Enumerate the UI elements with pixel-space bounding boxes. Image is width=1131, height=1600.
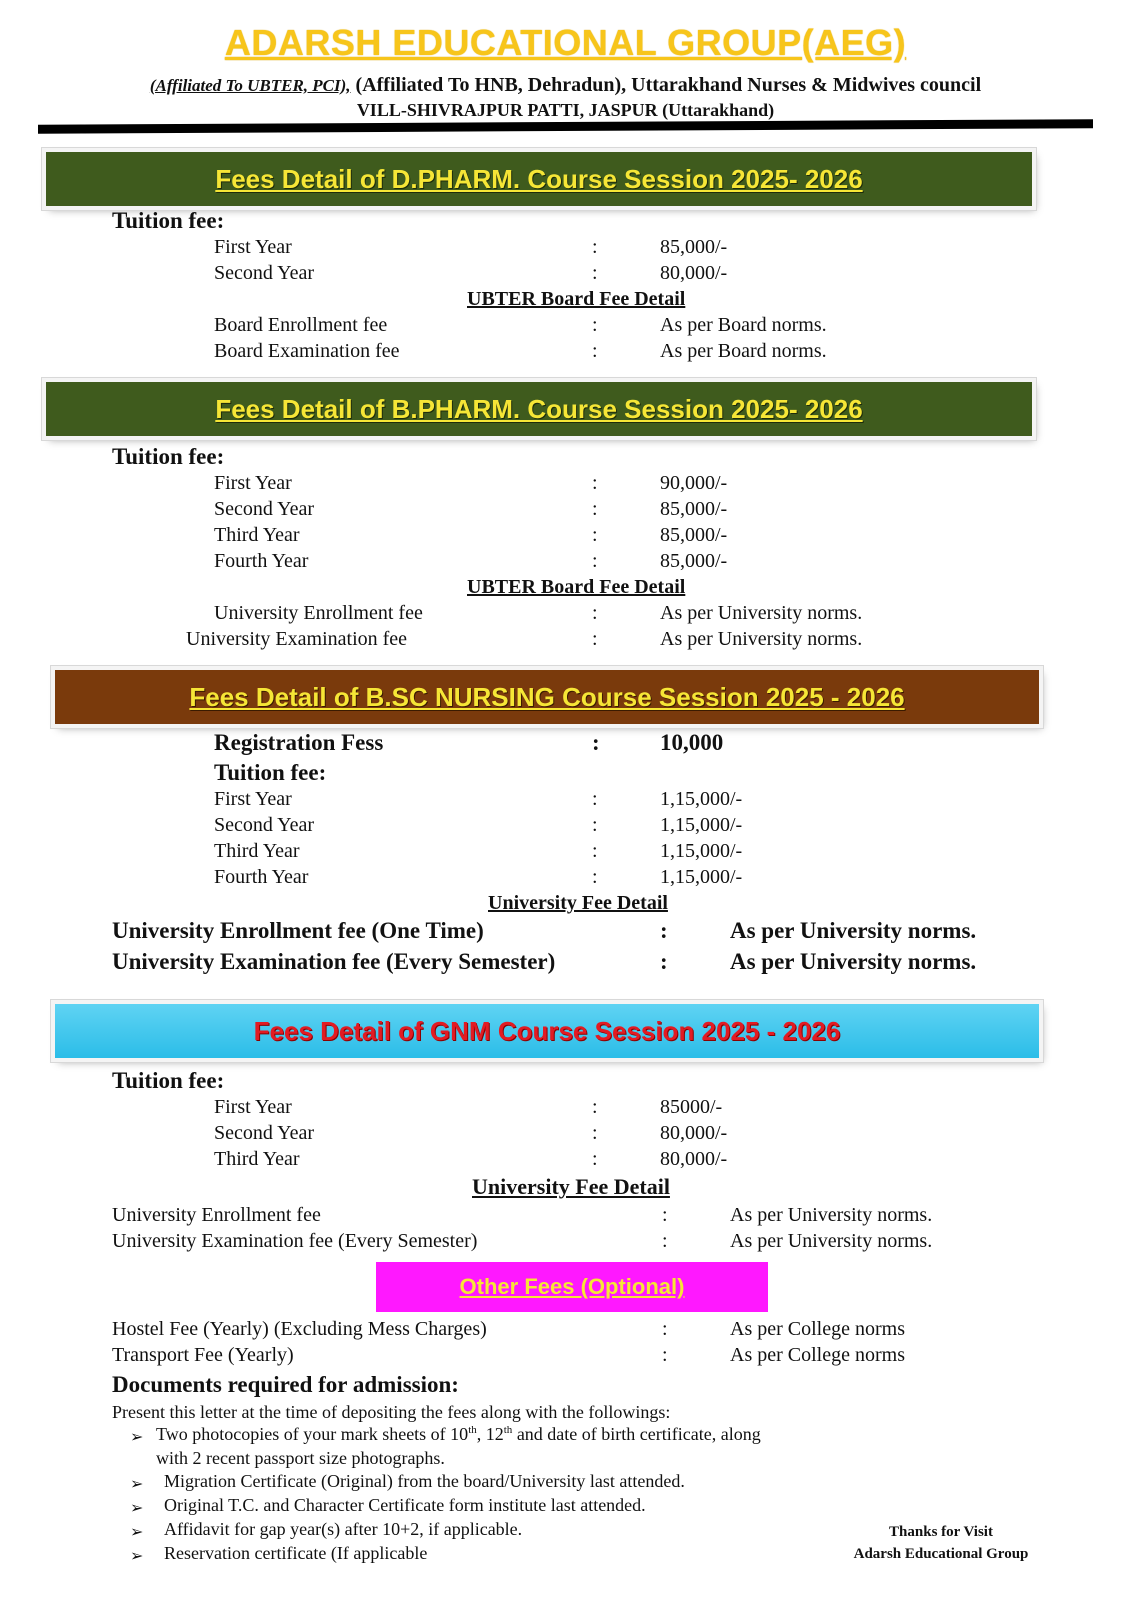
- org-name: Adarsh Educational Group: [853, 1546, 1029, 1562]
- address-line: VILL-SHIVRAJPUR PATTI, JASPUR (Uttarakhand): [356, 100, 775, 120]
- colon: :: [592, 262, 598, 284]
- gnm-year-value: 80,000/-: [660, 1148, 728, 1170]
- gnm-tuition-heading: Tuition fee:: [112, 1068, 225, 1093]
- dpharm-board-value: As per Board norms.: [660, 340, 827, 362]
- bsc-univ-label: University Enrollment fee (One Time): [112, 918, 484, 943]
- bpharm-board-value: As per University norms.: [660, 602, 863, 624]
- gnm-year-label: First Year: [214, 1096, 292, 1118]
- gnm-year-label: Second Year: [214, 1122, 314, 1144]
- colon: :: [592, 1122, 598, 1144]
- other-fee-value: As per College norms: [730, 1344, 905, 1366]
- gnm-banner-text: Fees Detail of GNM Course Session 2025 - 2026: [253, 1015, 841, 1046]
- colon: :: [662, 1230, 668, 1252]
- bpharm-board-value: As per University norms.: [660, 628, 863, 650]
- bsc-year-label: Fourth Year: [214, 866, 309, 888]
- bsc-year-label: First Year: [214, 788, 292, 810]
- bsc-year-value: 1,15,000/-: [660, 788, 743, 810]
- document-item-continued: with 2 recent passport size photographs.: [156, 1448, 445, 1468]
- page-title: ADARSH EDUCATIONAL GROUP(AEG): [224, 22, 907, 63]
- bpharm-year-label: Third Year: [214, 524, 300, 546]
- dpharm-board-label: Board Enrollment fee: [214, 314, 388, 336]
- bsc-year-label: Second Year: [214, 814, 314, 836]
- bpharm-board-label: University Enrollment fee: [214, 602, 423, 624]
- thanks-text: Thanks for Visit: [889, 1524, 993, 1540]
- documents-intro: Present this letter at the time of depositing the fees along with the followings:: [112, 1402, 671, 1422]
- gnm-year-value: 85000/-: [660, 1096, 723, 1118]
- colon: :: [592, 524, 598, 546]
- dpharm-year-label: First Year: [214, 236, 292, 258]
- dpharm-banner: [46, 152, 1032, 206]
- arrow-bullet-icon: ➢: [130, 1498, 144, 1517]
- bsc-banner-text: Fees Detail of B.SC NURSING Course Session 2025 - 2026: [189, 681, 905, 712]
- bsc-registration-value: 10,000: [660, 730, 724, 755]
- colon: :: [662, 1318, 668, 1340]
- bsc-registration-label: Registration Fess: [214, 730, 384, 755]
- documents-heading: Documents required for admission:: [112, 1372, 459, 1397]
- colon: :: [592, 236, 598, 258]
- arrow-bullet-icon: ➢: [130, 1474, 144, 1493]
- dpharm-board-label: Board Examination fee: [214, 340, 400, 362]
- document-item: Migration Certificate (Original) from the board/University last attended.: [164, 1471, 685, 1491]
- dpharm-year-value: 85,000/-: [660, 236, 728, 258]
- gnm-year-label: Third Year: [214, 1148, 300, 1170]
- bsc-univ-value: As per University norms.: [730, 918, 977, 943]
- colon: :: [592, 314, 598, 336]
- dpharm-year-value: 80,000/-: [660, 262, 728, 284]
- colon: :: [592, 730, 600, 755]
- gnm-univ-value: As per University norms.: [730, 1230, 933, 1252]
- colon: :: [592, 788, 598, 810]
- dpharm-tuition-heading: Tuition fee:: [112, 208, 225, 233]
- arrow-bullet-icon: ➢: [130, 1522, 144, 1541]
- other-fees-banner-text: Other Fees (Optional): [459, 1274, 685, 1299]
- arrow-bullet-icon: ➢: [130, 1546, 144, 1565]
- document-item: Reservation certificate (If applicable: [164, 1543, 428, 1563]
- bsc-year-label: Third Year: [214, 840, 300, 862]
- bsc-tuition-heading: Tuition fee:: [214, 760, 327, 785]
- bsc-univ-label: University Examination fee (Every Semester): [112, 949, 556, 974]
- colon: :: [662, 1344, 668, 1366]
- bpharm-year-value: 85,000/-: [660, 550, 728, 572]
- affiliation-line: [0, 74, 1131, 97]
- bsc-year-value: 1,15,000/-: [660, 866, 743, 888]
- bpharm-banner: [46, 382, 1032, 436]
- bsc-year-value: 1,15,000/-: [660, 814, 743, 836]
- colon: :: [592, 866, 598, 888]
- colon: :: [592, 472, 598, 494]
- bpharm-year-label: First Year: [214, 472, 292, 494]
- colon: :: [592, 1148, 598, 1170]
- colon: :: [592, 840, 598, 862]
- gnm-univ-label: University Enrollment fee: [112, 1204, 321, 1226]
- bpharm-year-label: Fourth Year: [214, 550, 309, 572]
- bpharm-board-label: University Examination fee: [186, 628, 408, 650]
- other-fee-value: As per College norms: [730, 1318, 905, 1340]
- bsc-univ-value: As per University norms.: [730, 949, 977, 974]
- bsc-year-value: 1,15,000/-: [660, 840, 743, 862]
- colon: :: [662, 1204, 668, 1226]
- bpharm-tuition-heading: Tuition fee:: [112, 444, 225, 469]
- colon: :: [592, 1096, 598, 1118]
- bpharm-year-value: 85,000/-: [660, 524, 728, 546]
- bpharm-year-label: Second Year: [214, 498, 314, 520]
- other-fees-banner: [376, 1262, 768, 1312]
- other-fee-label: Transport Fee (Yearly): [112, 1344, 294, 1366]
- dpharm-board-value: As per Board norms.: [660, 314, 827, 336]
- dpharm-banner-text: Fees Detail of D.PHARM. Course Session 2025- 2026: [215, 163, 863, 194]
- bpharm-year-value: 85,000/-: [660, 498, 728, 520]
- gnm-univ-label: University Examination fee (Every Semester): [112, 1230, 478, 1252]
- arrow-bullet-icon: ➢: [130, 1427, 144, 1446]
- gnm-banner: [55, 1004, 1039, 1058]
- document-item: Original T.C. and Character Certificate form institute last attended.: [164, 1495, 646, 1515]
- dpharm-board-heading: UBTER Board Fee Detail: [467, 288, 686, 310]
- colon: :: [592, 498, 598, 520]
- colon: :: [592, 602, 598, 624]
- gnm-univ-heading: University Fee Detail: [472, 1174, 670, 1199]
- other-fee-label: Hostel Fee (Yearly) (Excluding Mess Charges): [112, 1318, 487, 1340]
- bsc-univ-heading: University Fee Detail: [488, 892, 668, 914]
- colon: :: [592, 340, 598, 362]
- affiliation-rest: (Affiliated To HNB, Dehradun), Uttarakhand Nurses & Midwives council: [350, 74, 982, 96]
- affiliation-italic: (Affiliated To UBTER, PCI),: [149, 76, 351, 95]
- document-item: Affidavit for gap year(s) after 10+2, if applicable.: [164, 1519, 523, 1539]
- bpharm-banner-text: Fees Detail of B.PHARM. Course Session 2025- 2026: [215, 393, 863, 424]
- bpharm-year-value: 90,000/-: [660, 472, 728, 494]
- header-divider: [38, 119, 1093, 134]
- bsc-banner: [55, 670, 1039, 724]
- document-item: Two photocopies of your mark sheets of 10th, 12th and date of birth certificate, along: [156, 1424, 761, 1444]
- colon: :: [660, 949, 668, 974]
- colon: :: [660, 918, 668, 943]
- colon: :: [592, 628, 598, 650]
- gnm-year-value: 80,000/-: [660, 1122, 728, 1144]
- colon: :: [592, 550, 598, 572]
- dpharm-year-label: Second Year: [214, 262, 314, 284]
- colon: :: [592, 814, 598, 836]
- bpharm-board-heading: UBTER Board Fee Detail: [467, 576, 686, 598]
- gnm-univ-value: As per University norms.: [730, 1204, 933, 1226]
